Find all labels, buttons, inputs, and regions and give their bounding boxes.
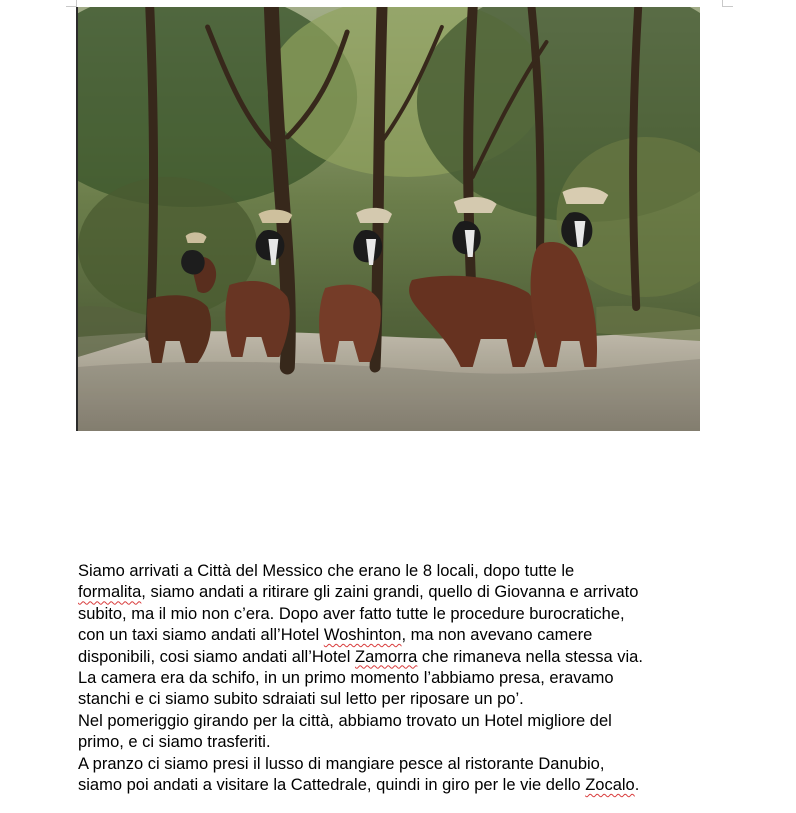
text-segment: stanchi e ci siamo subito sdraiati sul letto per riposare un po’. <box>78 690 524 709</box>
text-line <box>78 754 778 775</box>
text-line <box>78 647 778 668</box>
text-segment: con un taxi siamo andati all’Hotel <box>78 626 324 645</box>
text-line <box>78 668 778 689</box>
misspelled-word: Zamorra <box>354 647 418 666</box>
text-segment: , ma non avevano camere <box>401 626 593 645</box>
text-segment: La camera era da schifo, in un primo momento l’abbiamo presa, eravamo <box>78 669 614 688</box>
text-segment: siamo poi andati a visitare la Cattedrale, quindi in giro per le vie dello <box>78 776 586 795</box>
text-segment: . <box>634 776 640 795</box>
photo-icon <box>78 7 700 431</box>
text-segment: che rimaneva nella stessa via. <box>417 647 643 666</box>
text-line <box>78 775 778 796</box>
text-line <box>78 732 778 753</box>
misspelled-word: formalita <box>78 583 142 602</box>
text-segment: disponibili, cosi siamo andati all’Hotel <box>78 647 355 666</box>
text-segment: , siamo andati a ritirare gli zaini grandi, quello di Giovanna e arrivato <box>141 583 639 602</box>
text-segment: primo, e ci siamo trasferiti. <box>78 733 271 752</box>
misspelled-word: Zocalo <box>585 776 635 795</box>
text-line <box>78 711 778 732</box>
text-line <box>78 561 778 582</box>
text-segment: A pranzo ci siamo presi il lusso di mangiare pesce al ristorante Danubio, <box>78 754 605 773</box>
text-line <box>78 604 778 625</box>
body-text <box>78 561 778 796</box>
margin-corner-mark-right <box>722 0 733 7</box>
document-photo <box>76 7 700 431</box>
text-segment: Siamo arrivati a Città del Messico che erano le 8 locali, dopo tutte le <box>78 562 575 580</box>
misspelled-word: Woshinton <box>323 626 402 645</box>
text-segment: Nel pomeriggio girando per la città, abbiamo trovato un Hotel migliore del <box>78 711 612 730</box>
text-line <box>78 625 778 646</box>
text-line <box>78 689 778 710</box>
text-segment: subito, ma il mio non c’era. Dopo aver fatto tutte le procedure burocratiche, <box>78 604 625 623</box>
margin-corner-mark-left <box>66 0 77 7</box>
text-line <box>78 582 778 603</box>
